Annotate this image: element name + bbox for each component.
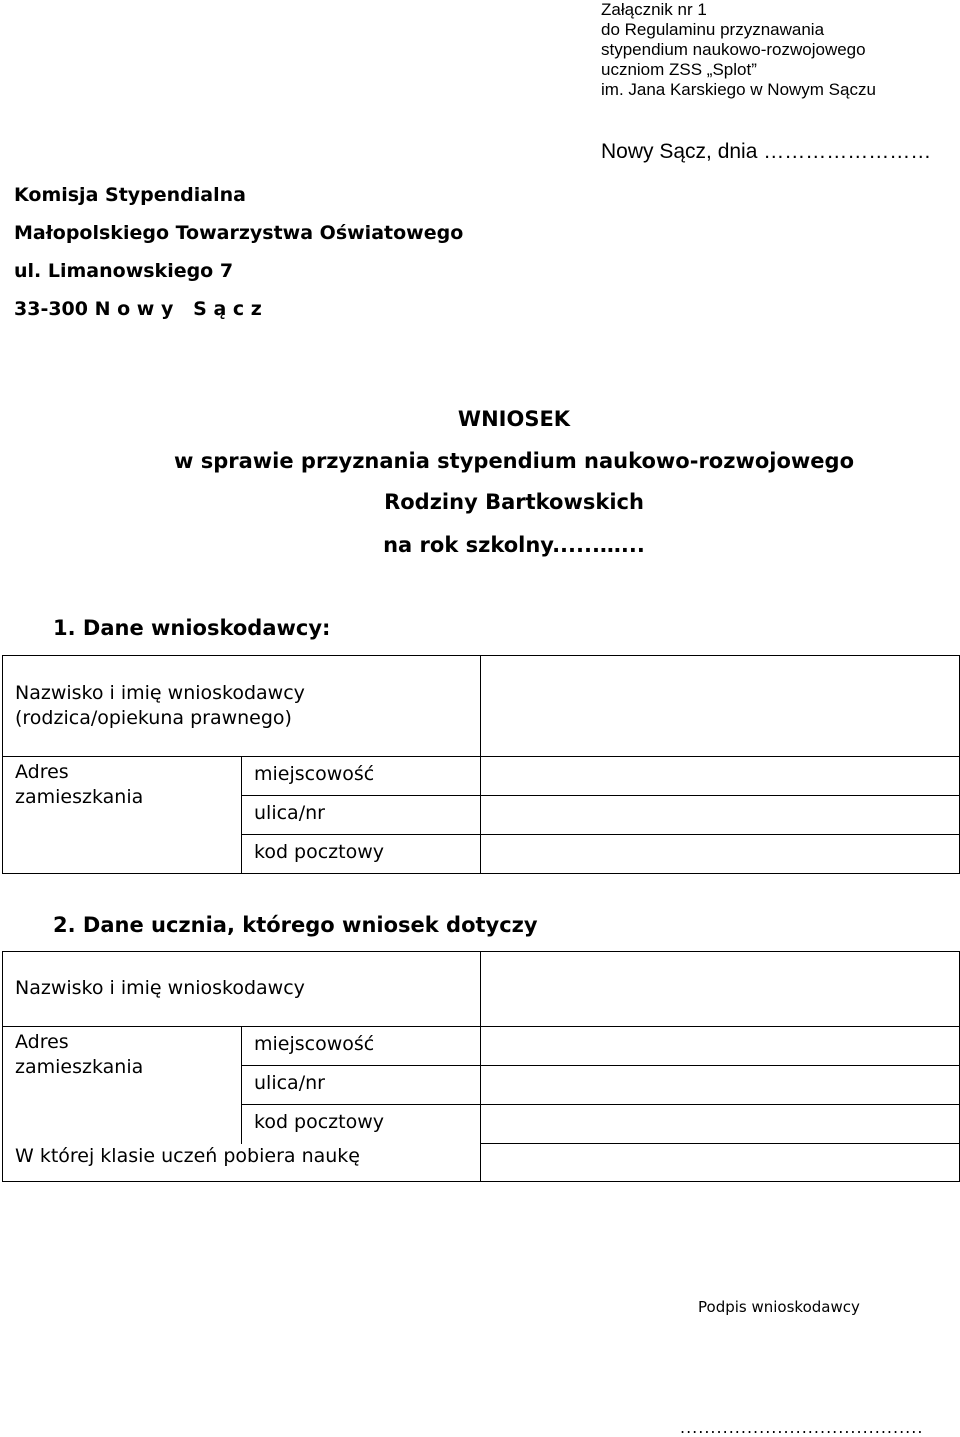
applicant-city-input[interactable]: [481, 757, 960, 796]
address-label: Adres: [15, 761, 69, 783]
applicant-address-label-cell: [3, 757, 242, 874]
address-label-2: zamieszkania: [15, 1056, 144, 1078]
student-table: [2, 951, 960, 1182]
student-name-input[interactable]: [481, 952, 960, 1027]
applicant-name-label-cell: [3, 656, 481, 757]
student-class-input[interactable]: [481, 1144, 960, 1182]
applicant-postal-input[interactable]: [481, 835, 960, 874]
section-2-title: 2. Dane ucznia, którego wniosek dotyczy: [53, 913, 538, 937]
document-title: WNIOSEK: [457, 407, 571, 431]
applicant-name-input[interactable]: [481, 656, 960, 757]
student-address-label-cell: [3, 1027, 242, 1144]
document-subtitle-2: Rodziny Bartkowskich: [384, 490, 644, 514]
street-label: ulica/nr: [254, 802, 325, 824]
postal-label-cell: [242, 835, 481, 874]
address-label-2: zamieszkania: [15, 786, 144, 808]
city-label: miejscowość: [254, 1033, 375, 1055]
student-name-label-cell: [3, 952, 481, 1027]
annex-line: do Regulaminu przyznawania: [601, 20, 825, 39]
street-label-cell: [242, 796, 481, 835]
school-year-field: na rok szkolny......…...: [383, 533, 645, 557]
recipient-line-1: Komisja Stypendialna: [14, 184, 246, 206]
section-1-title: 1. Dane wnioskodawcy:: [53, 616, 331, 640]
postal-label-cell: [242, 1105, 481, 1144]
annex-note: [601, 0, 956, 100]
class-label-cell: [3, 1144, 481, 1182]
signature-line[interactable]: ........................................: [680, 1418, 924, 1437]
recipient-line-4: 33-300 N o w y S ą c z: [14, 298, 262, 320]
student-city-input[interactable]: [481, 1027, 960, 1066]
annex-line: uczniom ZSS „Splot”: [601, 60, 757, 79]
document-subtitle: w sprawie przyznania stypendium naukowo-rozwojowego: [173, 449, 855, 473]
street-label: ulica/nr: [254, 1072, 325, 1094]
postal-label: kod pocztowy: [254, 841, 385, 863]
student-name-label: Nazwisko i imię wnioskodawcy: [15, 977, 305, 999]
city-label-cell: [242, 757, 481, 796]
place-date: Nowy Sącz, dnia ……………………: [601, 140, 932, 163]
student-street-input[interactable]: [481, 1066, 960, 1105]
street-label-cell: [242, 1066, 481, 1105]
signature-label: Podpis wnioskodawcy: [698, 1298, 860, 1316]
recipient-line-3: ul. Limanowskiego 7: [14, 260, 234, 282]
applicant-street-input[interactable]: [481, 796, 960, 835]
student-postal-input[interactable]: [481, 1105, 960, 1144]
applicant-table: [2, 655, 960, 874]
city-label-cell: [242, 1027, 481, 1066]
city-label: miejscowość: [254, 763, 375, 785]
class-label: W której klasie uczeń pobiera naukę: [15, 1144, 360, 1167]
applicant-name-sublabel: (rodzica/opiekuna prawnego): [15, 707, 292, 729]
annex-line: stypendium naukowo-rozwojowego: [601, 40, 866, 59]
annex-line: im. Jana Karskiego w Nowym Sączu: [601, 80, 876, 99]
recipient-line-2: Małopolskiego Towarzystwa Oświatowego: [14, 222, 464, 244]
postal-label: kod pocztowy: [254, 1111, 385, 1133]
applicant-name-label: Nazwisko i imię wnioskodawcy: [15, 682, 305, 704]
annex-line: Załącznik nr 1: [601, 0, 707, 19]
address-label: Adres: [15, 1031, 69, 1053]
